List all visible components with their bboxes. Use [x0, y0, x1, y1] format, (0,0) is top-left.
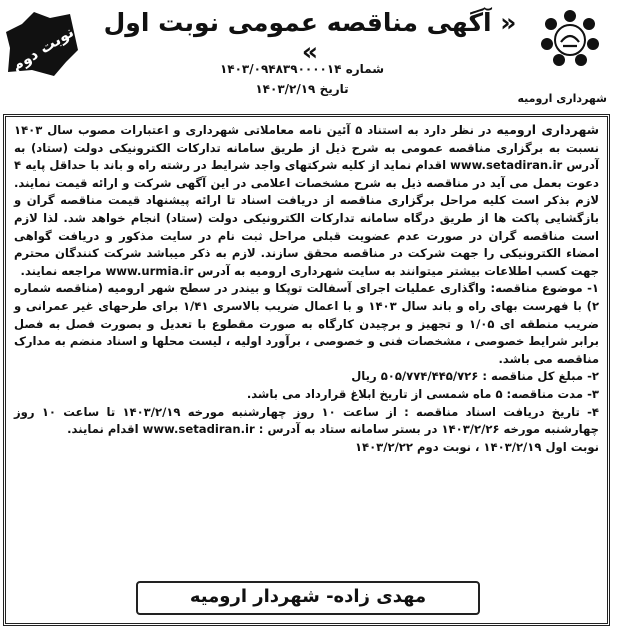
lead-text: شهرداری ارومیه [496, 122, 600, 137]
item-subject: ۱- موضوع مناقصه: واگذاری عملیات اجرای آسفالت توپکا و بیندر در سطح شهر ارومیه (مناقصه شماره ۲) با فهرست بهای راه و باند سال ۱۴۰۳ و با اعمال ضریب بالاسری ۱/۴۱ برای طرحهای غیر عمرانی و ضریب منطقه ای ۱/۰۵ و تجهیز و برچیدن کارگاه به صورت مقطوع با تعدیل و بصورت فصل به فصل برابر شرایط خصوصی ، مشخصات فنی و خصوصی ، برآورد اولیه ، لیست محلها و اسناد منضم به مدارک مناقصه می باشد. [14, 281, 600, 366]
notice-title: « آگهی مناقصه عمومی نوبت اول » [103, 8, 517, 66]
notice-body [14, 121, 599, 456]
municipality-name: شهرداری ارومیه [517, 92, 607, 105]
urmia-link[interactable]: www.urmia.ir [105, 263, 194, 278]
item-documents: ۴- تاریخ دریافت اسناد مناقصه : از ساعت ۱۰ روز چهارشنبه مورخه ۱۴۰۳/۲/۱۹ تا ساعت ۱۰ روز چهارشنبه مورخه ۱۴۰۳/۲/۲۶ در بستر سامانه ستاد به آدرس : www.setadiran.ir اقدام نمایند. [14, 404, 599, 437]
setad-link-2[interactable]: www.setadiran.ir [142, 422, 255, 437]
badge-text: نوبت دوم [8, 22, 77, 75]
signature-box: مهدی زاده- شهردار ارومیه [136, 581, 480, 615]
intro-paragraph: شهرداری ارومیه در نظر دارد به استناد ۵ آئین نامه معاملاتی شهرداری و اعتبارات مصوب سال ۱۴۰۳ نسبت به برگزاری مناقصه عمومی به شرح ذیل از طریق سامانه تدارکات الکترونیکی دولت (ستاد) به آدرس www.setadiran.ir اقدام نماید از کلیه شرکتهای واجد شرایط در رشته راه و باند با حداقل پایه ۴ دعوت بعمل می آید در مناقصه ذیل به شرح مشخصات اعلامی در این آگهی شرکت و ارائه قیمت نمایند. لازم بذکر است کلیه مراحل برگزاری مناقصه از دریافت اسناد تا ارائه پیشنهاد قیمت مناقصه گران و بازگشایی پاکت ها از طریق درگاه سامانه تدارکات الکترونیکی دولت (ستاد) انجام خواهد شد. لذا لازم است مناقصه گران در صورت عدم عضویت قبلی مراحل ثبت نام در سایت مذکور و دریافت گواهی امضاء الکترونیکی را جهت شرکت در مناقصه محقق سازند. لازم به ذکر میباشد شرکت کنندگان محترم جهت کسب اطلاعات بیشتر میتوانند به سایت شهرداری ارومیه به آدرس www.urmia.ir مراجعه نمایند. [14, 122, 600, 278]
second-round-badge [2, 10, 80, 80]
notice-frame [3, 114, 610, 626]
item-duration: ۳- مدت مناقصه: ۵ ماه شمسی از تاریخ ابلاغ قرارداد می باشد. [246, 386, 599, 401]
setad-link[interactable]: www.setadiran.ir [450, 158, 563, 173]
publication-dates: نوبت اول ۱۴۰۳/۲/۱۹ ، نوبت دوم ۱۴۰۳/۲/۲۲ [354, 439, 599, 454]
municipality-logo-icon [537, 6, 603, 72]
item-amount: ۲- مبلغ کل مناقصه : ۵۰۵/۷۷۴/۴۴۵/۷۲۶ ریال [351, 369, 599, 384]
notice-date: تاریخ ۱۴۰۳/۲/۱۹ [255, 82, 349, 96]
notice-number: شماره ۱۴۰۳/۰۹۴۸۳۹۰۰۰۰۱۴ [219, 62, 385, 76]
